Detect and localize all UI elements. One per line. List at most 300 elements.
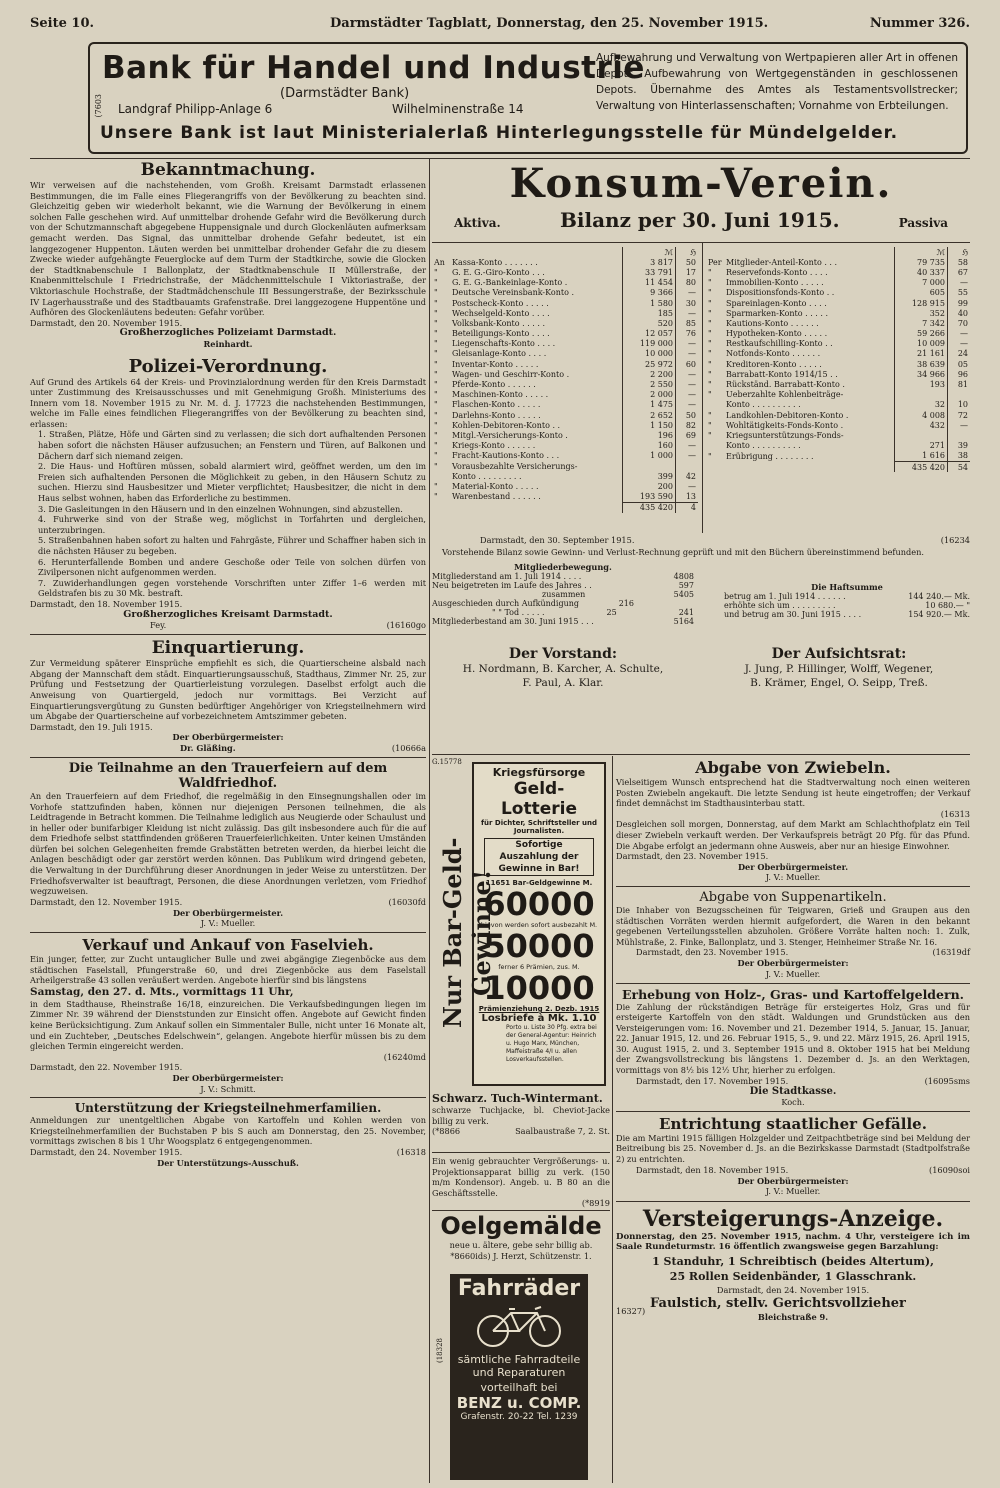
versteigerung-item-1: 1 Standuhr, 1 Schreibtisch (beides Altertum), xyxy=(652,1255,934,1268)
bilanz-row-mark: 1 150 xyxy=(623,420,676,430)
aufsicht-title: Der Aufsichtsrat: xyxy=(771,645,907,662)
suppen-notice xyxy=(616,890,970,980)
bilanz-row-prefix: " xyxy=(708,339,712,349)
bilanz-row-label: Liegenschafts-Konto . . . . xyxy=(452,339,556,349)
fahrrad-ad xyxy=(450,1274,588,1480)
projektion-body: Ein wenig gebrauchter Vergrößerungs- u. Projektionsapparat billig zu verk. (150 m/m Kondensor). Angeb. u. B 80 an die Geschäftsstelle. xyxy=(432,1156,610,1198)
bilanz-row xyxy=(432,410,698,420)
konsum-title: Konsum-Verein. xyxy=(509,160,893,207)
einquartierung xyxy=(30,638,426,754)
bilanz-row-pfennig: 82 xyxy=(676,420,699,430)
polizei-item: 1. Straßen, Plätze, Höfe und Gärten sind zu verlassen; die sich dort aufhaltenden Personen haben sofort die nächsten Häuser aufzusuchen; an Fenstern und Türen, auf Balkonen und Dächern darf sich niemand zeigen. xyxy=(38,429,426,461)
bilanz-row-prefix: " xyxy=(708,410,712,420)
bilanz-row-prefix: " xyxy=(434,349,438,359)
bilanz-row-prefix: " xyxy=(434,308,438,318)
bilanz-row-label: Maschinen-Konto . . . . . xyxy=(452,390,549,400)
bilanz-row-mark: 3 817 xyxy=(623,257,676,267)
bilanz-row xyxy=(432,430,698,440)
bilanz-row xyxy=(432,400,698,410)
mitglied-row-value: 216 xyxy=(618,599,634,609)
rule xyxy=(616,1111,970,1112)
holz-code: (16095sms xyxy=(924,1075,970,1086)
bilanz-row-mark: 12 057 xyxy=(623,329,676,339)
bilanz-row-prefix: " xyxy=(708,369,712,379)
fahrrad-title: Fahrräder xyxy=(457,1276,581,1301)
bilanz-row-pfennig: 69 xyxy=(676,430,699,440)
polizei-item: 2. Die Haus- und Hoftüren müssen, sobald alarmiert wird, geöffnet werden, um den im Freien sich aufhaltenden Personen die Möglichkeit zu geben, in den Häusern Schutz zu suchen. Hierzu sind Hausbesitzer und Mieter verpflichtet; Hausbesitzer, die nicht in dem Haus selbst wohnen, haben das Erforderliche zu bestimmen. xyxy=(38,461,426,504)
bilanz-row-pfennig: 80 xyxy=(676,278,699,288)
rule xyxy=(30,757,426,758)
bilanz-row-pfennig: — xyxy=(948,339,971,349)
bilanz-row-prefix xyxy=(706,400,724,410)
bekanntmachung-date: Darmstadt, den 20. November 1915. xyxy=(30,317,183,328)
zwiebel-date: Darmstadt, den 23. November 1915. xyxy=(616,851,769,862)
bilanz-row-pfennig: 40 xyxy=(948,308,971,318)
bilanz-row-pfennig: — xyxy=(676,400,699,410)
zwiebel-sign-1: Der Oberbürgermeister. xyxy=(737,861,849,872)
suppen-sign-2: J. V.: Mueller. xyxy=(765,968,821,979)
polizei-code: (16160go xyxy=(386,620,426,631)
aktiva-table xyxy=(432,247,698,513)
aufsicht-names-2: B. Krämer, Engel, O. Seipp, Treß. xyxy=(750,676,928,689)
bilanz-row-label: Kohlen-Debitoren-Konto . . xyxy=(452,420,561,430)
zwiebel-title: Abgabe von Zwiebeln. xyxy=(695,758,891,777)
bilanz-row-pfennig: — xyxy=(676,451,699,461)
bilanz-row-prefix: " xyxy=(434,318,438,328)
einquartierung-body: Zur Vermeidung späterer Einsprüche empfiehlt es sich, die Quartierscheine alsbald nach Abgang der Mannschaft dem städt. Einquartierungsausschuß, Stadthaus, Zimmer Nr. 25, zur Prüfung und Festsetzung der Quartierleistung vorzulegen. Daselbst erfolgt auch die Anweisung von Quartiergeld, jedoch nur vormittags. Bei Verzicht auf Einquartierungsvergütung zu Gunsten bedürftiger Angehöriger von Kriegsteilnehmern wird um Abgabe der Quartierscheine auf vorbezeichnetem Amtszimmer gebeten. xyxy=(30,658,426,722)
left-column xyxy=(30,160,426,1169)
bilanz-row-pfennig xyxy=(948,430,971,440)
bilanz-row-prefix: " xyxy=(708,349,712,359)
versteigerung-code: 16327) xyxy=(616,1305,646,1316)
einquartierung-code: (10666a xyxy=(391,742,426,753)
bilanz-row-prefix: " xyxy=(708,288,712,298)
bilanz-row-prefix: " xyxy=(708,308,712,318)
bilanz-row-label: Wohltätigkeits-Fonds-Konto . xyxy=(726,420,844,430)
mitglied-row-value: 597 xyxy=(678,581,694,591)
bilanz-row-prefix: " xyxy=(434,267,438,277)
rule xyxy=(616,983,970,984)
bilanz-row-prefix: An xyxy=(434,257,445,267)
bilanz-total-pfennig: 54 xyxy=(948,461,971,472)
right-column xyxy=(616,758,970,1322)
bilanz-row-mark: 2 550 xyxy=(623,379,676,389)
bilanz-total-row xyxy=(432,502,698,513)
bekanntmachung-sign-1: Großherzogliches Polizeiamt Darmstadt. xyxy=(119,327,337,339)
bilanz-row xyxy=(432,359,698,369)
polizei-item: 7. Zuwiderhandlungen gegen vorstehende Vorschriften unter Ziffer 1–6 werden mit Geldstrafen bis zu 30 Mk. bestraft. xyxy=(38,577,426,599)
bilanz-row-mark: 7 000 xyxy=(895,278,948,288)
bilanz-row-label: Pferde-Konto . . . . . . xyxy=(452,380,536,390)
wintermantel-ad xyxy=(432,1092,610,1137)
bilanz-row xyxy=(706,441,970,451)
bilanz-row-label: Erübrigung . . . . . . . . xyxy=(726,451,814,461)
bilanz-row-mark: 271 xyxy=(895,441,948,451)
bilanz-row-label: Fracht-Kautions-Konto . . . xyxy=(452,451,560,461)
faselvieh-sign-2: J. V.: Schmitt. xyxy=(200,1083,256,1094)
bilanz-row-prefix: " xyxy=(434,329,438,339)
bilanz-row-pfennig: 38 xyxy=(948,451,971,462)
fahrrad-address: Grafenstr. 20-22 Tel. 1239 xyxy=(460,1412,578,1422)
bilanz-row-label: Mitglieder-Anteil-Konto . . . xyxy=(726,257,838,267)
bilanz-row-pfennig xyxy=(676,461,699,471)
holz-title: Erhebung von Holz-, Gras- und Kartoffelgeldern. xyxy=(621,986,965,1002)
bilanz-row xyxy=(706,359,970,369)
rule xyxy=(432,754,970,755)
lotterie-amount-3: 10000 xyxy=(483,969,595,1007)
lotterie-code: G.15778 xyxy=(432,758,462,766)
polizei-title: Polizei-Verordnung. xyxy=(128,355,328,377)
bilanz-row-pfennig: 67 xyxy=(948,267,971,277)
polizei-item: 5. Straßenbahnen haben sofort zu halten und Fahrgäste, Führer und Schaffner haben sich in die nächsten Häuser zu begeben. xyxy=(38,535,426,556)
bilanz-row-mark xyxy=(895,390,948,400)
bilanz-row-label: Postscheck-Konto . . . . . xyxy=(452,298,549,308)
bilanz-title: Bilanz per 30. Juni 1915. xyxy=(560,208,840,232)
bilanz-row xyxy=(432,471,698,481)
bilanz-row-pfennig: — xyxy=(676,288,699,298)
mitglied-row-value: 5405 xyxy=(673,590,694,600)
bilanz-row-pfennig: 70 xyxy=(948,318,971,328)
passiva-label: Passiva xyxy=(898,216,948,230)
bilanz-row-mark: 160 xyxy=(623,441,676,451)
bilanz-row-label: Wechselgeld-Konto . . . . xyxy=(452,308,550,318)
bilanz-row xyxy=(706,451,970,462)
holz-sign-2: Koch. xyxy=(781,1097,805,1108)
bilanz-row-mark xyxy=(895,430,948,440)
mitglied-row-label: Ausgeschieden durch Aufkündigung xyxy=(432,599,580,609)
bilanz-row-mark: 1 580 xyxy=(623,298,676,308)
mitglied-row-label: " " Tod . . . . . xyxy=(492,608,545,618)
bilanz-row-pfennig: 96 xyxy=(948,369,971,379)
bilanz-row xyxy=(706,379,970,389)
lotterie-draw-date: Prämienziehung 2. Dezb. 1915 xyxy=(478,1005,600,1013)
polizei-date: Darmstadt, den 18. November 1915. xyxy=(30,598,183,609)
wintermantel-address: Saalbaustraße 7, 2. St. xyxy=(515,1126,610,1137)
bilanz-row-mark: 128 915 xyxy=(895,298,948,308)
trauerfeiern-sign-2: J. V.: Mueller. xyxy=(200,918,256,929)
page-number: Seite 10. xyxy=(30,16,95,31)
bilanz-row-label: Inventar-Konto . . . . . xyxy=(452,359,539,369)
lotterie-amount-2: 50000 xyxy=(483,927,595,965)
bilanz-row-pfennig xyxy=(948,390,971,400)
bilanz-row xyxy=(432,267,698,277)
passiva-table xyxy=(706,247,970,472)
unterstuetzung-code: (16318 xyxy=(396,1146,426,1157)
faselvieh-code: (16240md xyxy=(383,1051,426,1062)
bilanz-row-mark: 25 972 xyxy=(623,359,676,369)
bilanz-row-prefix: " xyxy=(708,380,712,390)
holz-body: Die Zahlung der rückständigen Beträge für ersteigertes Holz, Gras und für ersteigerte Kartoffeln von den städt. Waldungen und Grundstücken aus den Versteigerungen vom: 16. November und 21. Dezember 1914, 5. Januar, 15. Januar, 22. Januar 1915, 12. und 26. Februar 1915, 5., 9. und 22. März 1915, 26. April 1915, 30. August 1915, 2. und 3. September 1915 und 8. Oktober 1915 hat bei Meldung der Zwangsvollstreckung bis längstens 1. Dezember d. Js. an den Werktagen, vormittags von 8½ bis 12½ Uhr, hierher zu erfolgen. xyxy=(616,1001,970,1076)
bilanz-row xyxy=(432,379,698,389)
oelgemaelde-title: Oelgemälde xyxy=(440,1212,602,1240)
versteigerung-body: Donnerstag, den 25. November 1915, nachm. 4 Uhr, versteigere ich im Saale Rundeturmstr. 16 öffentlich zwangsweise gegen Barzahlung: xyxy=(616,1231,970,1253)
mitglied-row-label: Mitgliederstand am 1. Juli 1914 . . . . xyxy=(432,572,582,582)
bilanz-row xyxy=(432,420,698,430)
bilanz-row-label: G. E. G.-Bankeinlage-Konto . xyxy=(452,278,568,288)
bilanz-row-mark: 399 xyxy=(623,471,676,481)
bilanz-row-label: Vorausbezahlte Versicherungs- xyxy=(452,461,578,471)
fahrrad-vorteil: vorteilhaft bei xyxy=(480,1381,558,1394)
fahrrad-company: BENZ u. COMP. xyxy=(456,1394,582,1412)
bilanz-row-mark: 40 337 xyxy=(895,267,948,277)
bilanz-row-pfennig: — xyxy=(676,308,699,318)
bilanz-row-label: Beteiligungs-Konto . . . . xyxy=(452,329,550,339)
lotterie-note-2: ferner 6 Prämien, zus. M. xyxy=(498,963,580,971)
bilanz-row-mark: 520 xyxy=(623,318,676,328)
bilanz-row-mark: 1 000 xyxy=(623,451,676,461)
aufsicht-names-1: J. Jung, P. Hillinger, Wolff, Wegener, xyxy=(744,662,934,675)
bilanz-row-mark: 2 000 xyxy=(623,390,676,400)
faselvieh-body-2: in dem Stadthause, Rheinstraße 16/18, einzureichen. Die Verkaufsbedingungen liegen im Zimmer Nr. 39 während der Dienststunden zur Einsicht offen. Angebote auf Gewicht finden keine Berücksichtigung. Zum Ankauf sollen ein Simmentaler Bulle, nicht unter 16 Monate alt, und ein Zuchteber, „Deutsches Edelschwein“, gelangen. Angebote hierfür müssen bis zu dem gleichen Termin eingereicht werden. xyxy=(30,998,426,1052)
lotterie-heading: Kriegsfürsorge xyxy=(492,766,586,779)
bilanz-total-mark: 435 420 xyxy=(895,461,948,472)
bilanz-row-label: Gleisanlage-Konto . . . . xyxy=(452,349,547,359)
suppen-body: Die Inhaber von Bezugsscheinen für Teigwaren, Grieß und Graupen aus den städtischen Vorräten werden hiermit aufgefordert, die Waren in den bekannt gegebenen Verteilungsstellen abzuholen. Größere Vorräte halten noch: 1. Zulk, Mühlstraße, 2. Finke, Ballonplatz, und 3. Stenger, Heinheimer Straße Nr. 16. xyxy=(616,904,970,947)
rule xyxy=(432,1210,610,1211)
faselvieh-sign-1: Der Oberbürgermeister: xyxy=(172,1072,284,1083)
aktiva-label: Aktiva. xyxy=(454,216,501,230)
bilanz-row-pfennig: 13 xyxy=(676,492,699,503)
issue-number: Nummer 326. xyxy=(869,16,970,31)
bilanz-row-mark: 38 639 xyxy=(895,359,948,369)
bilanz-row-label: Barrabatt-Konto 1914/15 . . xyxy=(726,369,838,379)
trauerfeiern-body: An den Trauerfeiern auf dem Friedhof, die regelmäßig in den Einsegnungshallen oder im Vorhofe stattzufinden haben, können nur diejenigen Personen teilnehmen, die als Leidtragende in Betracht kommen. Die Teilnahme lediglich aus Neugierde oder Schaulust und in heller oder bunifarbiger Kleidung ist nicht zulässig. Das gilt insbesondere auch für die auf dem Friedhofe selbst stattfindenden größeren Trauerfeierlichkeiten. Unter keinen Umständen dürfen bei solchen Gelegenheiten fremde Grabstätten betreten werden, da hierbei leicht die Anlagen beschädigt oder gar zerstört werden können. Das Publikum wird dringend gebeten, die Verwaltung in der Durchführung dieser Anordnungen in jeder Weise zu unterstützen. Der Friedhofsverwalter ist beauftragt, Personen, die diese Anordnungen verletzen, vom Friedhof wegzuweisen. xyxy=(30,790,426,897)
mitglied-row-value: 25 xyxy=(606,608,617,618)
rule xyxy=(30,634,426,635)
bilanz-row-pfennig: — xyxy=(676,339,699,349)
bilanz-row-mark: 200 xyxy=(623,481,676,491)
bilanz-row-prefix: " xyxy=(708,430,712,440)
bilanz-row xyxy=(706,329,970,339)
bilanz-row-pfennig: 85 xyxy=(676,318,699,328)
bilanz-row-mark: 2 652 xyxy=(623,410,676,420)
trauerfeiern-sign-1: Der Oberbürgermeister. xyxy=(172,907,284,918)
bilanz-row xyxy=(706,400,970,410)
currency-mark-header: ℳ xyxy=(895,247,948,257)
bilanz-row-mark: 9 366 xyxy=(623,288,676,298)
lotterie-agency: Porto u. Liste 30 Pfg. extra bei der General-Agentur: Heinrich u. Hugo Marx, München, Maffeistraße 4/I u. allen Losverkaufsstellen. xyxy=(506,1024,597,1063)
polizei-verordnung xyxy=(30,356,426,632)
bilanz-row-label: Kreditoren-Konto . . . . . xyxy=(726,359,822,369)
bilanz-row-pfennig: 05 xyxy=(948,359,971,369)
bilanz-row-prefix: " xyxy=(708,451,712,461)
einquartierung-date: Darmstadt, den 19. Juli 1915. xyxy=(30,721,153,732)
bank-address-2: Wilhelminenstraße 14 xyxy=(392,102,524,116)
projektion-ad xyxy=(432,1156,610,1209)
rule xyxy=(616,1201,970,1202)
bilanz-row-prefix: " xyxy=(708,267,712,277)
bilanz-row-mark: 2 200 xyxy=(623,369,676,379)
bilanz-row-label: Dispositionsfonds-Konto . . xyxy=(726,288,835,298)
page-header xyxy=(30,6,970,36)
bilanz-row-prefix: " xyxy=(708,278,712,288)
bilanz-row-label: Volksbank-Konto . . . . . xyxy=(452,318,546,328)
bilanz-row-pfennig: 10 xyxy=(948,400,971,410)
bilanz-row-prefix: " xyxy=(434,359,438,369)
bilanz-row-mark: 193 590 xyxy=(623,492,676,503)
bilanz-row-prefix: " xyxy=(434,481,438,491)
rule xyxy=(30,1097,426,1098)
bank-name: Bank für Handel und Industrie xyxy=(102,50,645,86)
bilanz-row-label: Material-Konto . . . . . xyxy=(452,481,539,491)
rule xyxy=(616,886,970,887)
bilanz-row xyxy=(432,329,698,339)
bilanz-row xyxy=(706,410,970,420)
bilanz-row-prefix: " xyxy=(434,390,438,400)
oelgemaelde-contact: *8660ids) J. Herzt, Schützenstr. 1. xyxy=(450,1250,592,1261)
faselvieh xyxy=(30,936,426,1094)
bilanz-row-mark: 33 791 xyxy=(623,267,676,277)
middle-ads xyxy=(432,758,610,1483)
bilanz-total-row xyxy=(706,461,970,472)
bilanz-row xyxy=(432,257,698,267)
bilanz-row-mark: 21 161 xyxy=(895,349,948,359)
bilanz-row xyxy=(706,430,970,440)
versteigerung-date: Darmstadt, den 24. November 1915. xyxy=(716,1285,870,1295)
bilanz-row-label: Reservefonds-Konto . . . . xyxy=(726,267,828,277)
mitglied-row-value: 241 xyxy=(678,608,694,618)
bilanz-row-pfennig: 81 xyxy=(948,379,971,389)
bilanz-row-prefix: " xyxy=(434,380,438,390)
vorstand-names-1: H. Nordmann, B. Karcher, A. Schulte, xyxy=(462,662,664,675)
bilanz-row xyxy=(706,369,970,379)
bilanz-row-prefix: " xyxy=(434,278,438,288)
unterstuetzung-sign: Der Unterstützungs-Ausschuß. xyxy=(157,1157,299,1168)
bilanz-row-label: Spareinlagen-Konto . . . . xyxy=(726,298,827,308)
polizei-item: 4. Fuhrwerke sind von der Straße weg, möglichst in Torfahrten und dergleichen, unterzubringen. xyxy=(38,514,426,535)
wintermantel-code: (*8866 xyxy=(432,1126,461,1137)
bilanz-row-mark: 1 616 xyxy=(895,451,948,462)
bank-advertisement xyxy=(88,42,968,154)
bilanz-divider xyxy=(702,243,703,533)
bilanz-row-mark: 193 xyxy=(895,379,948,389)
bilanz-row-mark: 10 000 xyxy=(623,349,676,359)
bilanz-row-prefix: " xyxy=(434,339,438,349)
einquartierung-title: Einquartierung. xyxy=(151,638,305,659)
bilanz-row-label: Flaschen-Konto . . . . . xyxy=(452,400,541,410)
bilanz-row-pfennig: 30 xyxy=(676,298,699,308)
bilanz-note: Vorstehende Bilanz sowie Gewinn- und Verlust-Rechnung geprüft und mit den Büchern übereinstimmend befunden. xyxy=(442,547,924,557)
bilanz-row-prefix: " xyxy=(434,451,438,461)
bilanz-row xyxy=(706,420,970,430)
rule xyxy=(30,932,426,933)
currency-mark-header: ℳ xyxy=(623,247,676,257)
oelgemaelde-ad xyxy=(432,1212,610,1261)
bilanz-row-prefix: " xyxy=(434,441,438,451)
versteigerung-item-2: 25 Rollen Seidenbänder, 1 Glasschrank. xyxy=(669,1270,917,1283)
bilanz-row-mark xyxy=(623,461,676,471)
currency-pfennig-header: ℌ xyxy=(948,247,971,257)
bilanz-row-prefix: " xyxy=(708,298,712,308)
bank-ad-code: (7603 xyxy=(94,94,103,118)
bilanz-row-label: Kriegsunterstützungs-Fonds- xyxy=(726,430,844,440)
bilanz-row-pfennig: 55 xyxy=(948,288,971,298)
mitglied-row-value: 5164 xyxy=(673,617,694,627)
haft-row-label: und betrug am 30. Juni 1915 . . . . xyxy=(724,610,862,620)
zwiebel-body: Vielseitigem Wunsch entsprechend hat die Stadtverwaltung noch einen weiteren Posten Zwiebeln angekauft. Die letzte Sendung ist heute eingetroffen; der Verkauf findet demnächst im Stadthausinterbau statt. xyxy=(616,777,970,809)
bilanz-row-pfennig: 58 xyxy=(948,257,971,267)
bilanz-row-label: Sparmarken-Konto . . . . . xyxy=(726,308,829,318)
bilanz-row xyxy=(432,278,698,288)
bilanz-row-label: Konto . . . . . . . . . . xyxy=(726,441,801,451)
bilanz-row-mark: 196 xyxy=(623,430,676,440)
haft-row-value: 154 920.— Mk. xyxy=(908,610,970,620)
polizei-item: 6. Herunterfallende Bomben und andere Geschoße oder Teile von solchen dürfen von Zivilpersonen nicht aufgenommen werden. xyxy=(38,556,426,578)
bilanz-row-label: Konto . . . . . . . . . . xyxy=(726,400,801,410)
unterstuetzung-title: Unterstützung der Kriegsteilnehmerfamilien. xyxy=(74,1101,382,1116)
versteigerung-sign-2: Bleichstraße 9. xyxy=(757,1311,829,1322)
bilanz-row-prefix: " xyxy=(434,430,438,440)
faselvieh-deadline: Samstag, den 27. d. Mts., vormittags 11 Uhr, xyxy=(30,985,294,998)
einquartierung-sign-1: Der Oberbürgermeister: xyxy=(172,732,284,743)
bilanz-row-prefix xyxy=(432,471,450,481)
bilanz-row-prefix: " xyxy=(708,420,712,430)
bilanz-row-pfennig: — xyxy=(676,481,699,491)
column-divider xyxy=(429,158,430,1483)
bilanz-row-label: Kriegs-Konto . . . . . . xyxy=(452,441,536,451)
bilanz-row-pfennig: 60 xyxy=(676,359,699,369)
bilanz-row xyxy=(706,298,970,308)
zwiebel-notice xyxy=(616,758,970,883)
bilanz-row-mark: 119 000 xyxy=(623,339,676,349)
lotterie-note-1: hievon werden sofort ausbezahlt M. xyxy=(480,921,598,929)
bilanz-row-pfennig: — xyxy=(948,278,971,288)
bilanz-row-mark: 34 966 xyxy=(895,369,948,379)
bilanz-row-pfennig: 99 xyxy=(948,298,971,308)
bilanz-row-mark: 7 342 xyxy=(895,318,948,328)
bilanz-row-prefix: " xyxy=(434,420,438,430)
konsum-verein xyxy=(432,160,970,752)
lotterie-purpose: für Dichter, Schriftsteller und Journalisten. xyxy=(481,819,597,835)
bilanz-row xyxy=(432,451,698,461)
lotterie-vertical-slogan: Nur Bar-Geld-Gewinne! xyxy=(438,837,496,1029)
lotterie-price: Losbriefe à Mk. 1.10 xyxy=(481,1013,597,1024)
fahrrad-code: (18328 xyxy=(436,1338,444,1363)
wintermantel-body: schwarze Tuchjacke, bl. Cheviot-Jacke billig zu verk. xyxy=(432,1105,610,1126)
bilanz-row-label: Deutsche Vereinsbank-Konto . xyxy=(452,288,574,298)
einquartierung-sign-2: Dr. Gläßing. xyxy=(180,742,236,753)
holz-date: Darmstadt, den 17. November 1915. xyxy=(636,1075,789,1086)
top-rule xyxy=(30,158,970,159)
bilanz-row xyxy=(432,369,698,379)
bilanz-row-pfennig: 39 xyxy=(948,441,971,451)
bilanz-row-mark: 4 008 xyxy=(895,410,948,420)
bilanz-row-pfennig: — xyxy=(948,329,971,339)
fahrrad-parts: sämtliche Fahrradteile und Reparaturen xyxy=(457,1353,581,1379)
vorstand-names-2: F. Paul, A. Klar. xyxy=(522,676,604,689)
bilanz-row-pfennig: 42 xyxy=(676,471,699,481)
bilanz-row-prefix: " xyxy=(434,298,438,308)
bilanz-row-label: Notfonds-Konto . . . . . . xyxy=(726,349,821,359)
bilanz-row-prefix: " xyxy=(708,329,712,339)
bilanz-total-mark: 435 420 xyxy=(623,502,676,513)
lotterie-name: Geld-Lotterie xyxy=(500,779,578,819)
trauerfeiern xyxy=(30,761,426,929)
bekanntmachung xyxy=(30,160,426,350)
bilanz-row-prefix xyxy=(706,441,724,451)
polizei-intro: Auf Grund des Artikels 64 der Kreis- und Provinzialordnung werden für den Kreis Darmstadt unter Zustimmung des Kreisausschusses und mit Genehmigung Großh. Ministeriums des Innern vom 18. November 1915 zu Nr. M. d. J. 17723 die nachstehenden Bestimmungen, welche im Falle eines feindlichen Fliegerangriffes von der Bevölkerung zu beachten sind, erlassen: xyxy=(30,376,426,429)
bilanz-row xyxy=(706,308,970,318)
zwiebel-sign-2: J. V.: Mueller. xyxy=(765,872,821,883)
versteigerung-title: Versteigerungs-Anzeige. xyxy=(642,1205,944,1232)
column-divider xyxy=(612,756,613,1483)
bilanz-row-pfennig: 50 xyxy=(676,410,699,420)
trauerfeiern-date: Darmstadt, den 12. November 1915. xyxy=(30,896,183,907)
holz-sign-1: Die Stadtkasse. xyxy=(749,1085,837,1097)
polizei-sign-2: Fey. xyxy=(150,620,167,631)
bilanz-row-prefix: " xyxy=(434,369,438,379)
holz-notice xyxy=(616,987,970,1108)
